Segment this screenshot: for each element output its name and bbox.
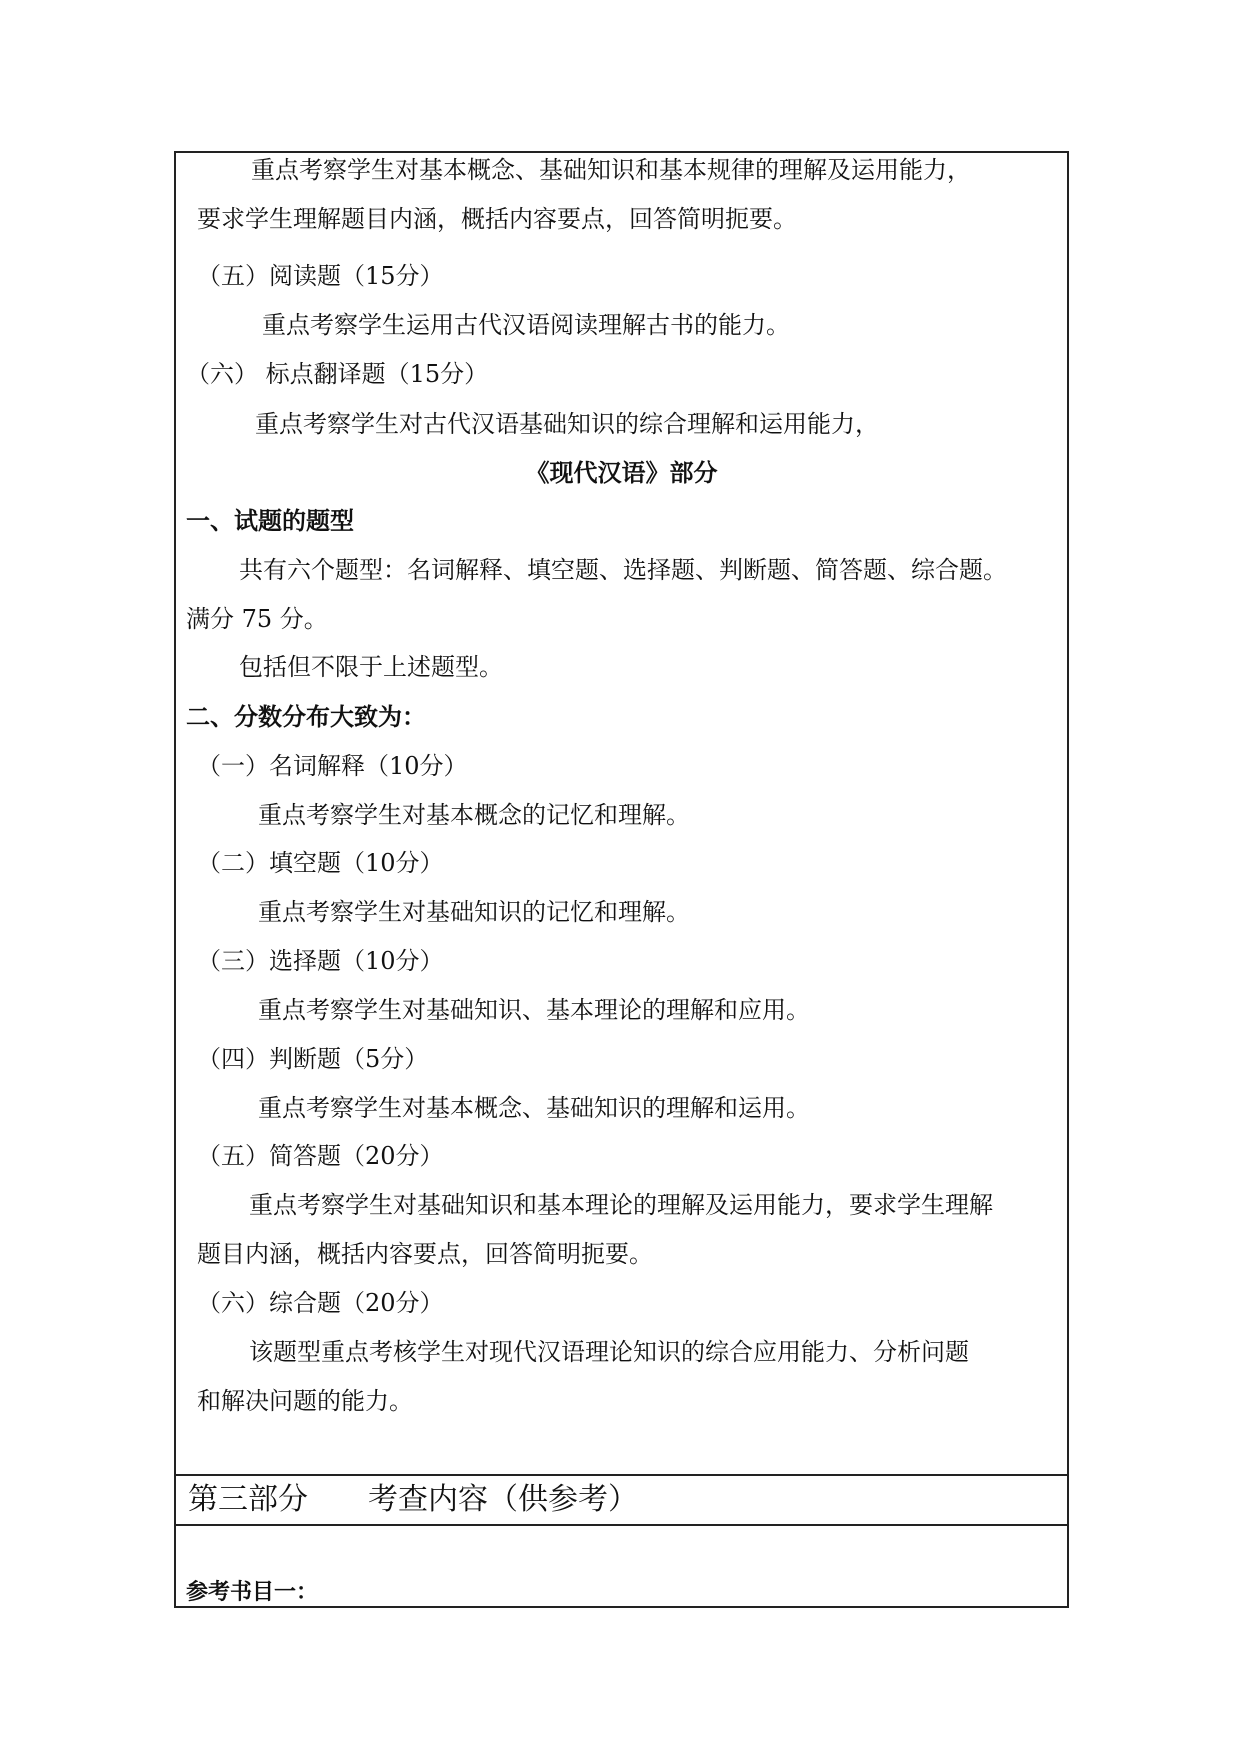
types-line1: 共有六个题型：名词解释、填空题、选择题、判断题、简答题、综合题。	[239, 556, 1007, 584]
item6-title: （六） 标点翻译题（15分）	[186, 360, 489, 388]
types-heading: 一、试题的题型	[186, 506, 354, 535]
item1-desc: 重点考察学生对基本概念的记忆和理解。	[258, 801, 690, 829]
ref-book-label: 参考书目一：	[186, 1579, 319, 1605]
modern-chinese-heading: 《现代汉语》部分	[525, 458, 718, 487]
table-divider-part3	[174, 1474, 1069, 1476]
scores-heading: 二、分数分布大致为：	[186, 702, 426, 731]
types-line3: 包括但不限于上述题型。	[239, 653, 503, 681]
item2-title: （二）填空题（10分）	[197, 849, 444, 877]
part3-title: 第三部分 考查内容（供参考）	[188, 1482, 638, 1517]
table-divider-ref	[174, 1524, 1069, 1526]
item6-desc: 重点考察学生对古代汉语基础知识的综合理解和运用能力，	[255, 410, 879, 438]
item6-modern-desc-line1: 该题型重点考核学生对现代汉语理论知识的综合应用能力、分析问题	[249, 1338, 969, 1366]
item5-modern-desc-line1: 重点考察学生对基础知识和基本理论的理解及运用能力，要求学生理解	[249, 1191, 993, 1219]
item3-title: （三）选择题（10分）	[197, 947, 444, 975]
item4-title: （四）判断题（5分）	[197, 1045, 429, 1073]
item6-modern-title: （六）综合题（20分）	[197, 1289, 444, 1317]
types-line2: 满分 75 分。	[186, 605, 328, 633]
item5-modern-title: （五）简答题（20分）	[197, 1142, 444, 1170]
item5-modern-desc-line2: 题目内涵，概括内容要点，回答简明扼要。	[197, 1240, 653, 1268]
item3-desc: 重点考察学生对基础知识、基本理论的理解和应用。	[258, 996, 810, 1024]
item5-desc: 重点考察学生运用古代汉语阅读理解古书的能力。	[262, 311, 790, 339]
item2-desc: 重点考察学生对基础知识的记忆和理解。	[258, 898, 690, 926]
item6-modern-desc-line2: 和解决问题的能力。	[197, 1387, 413, 1415]
item4-desc-line2: 要求学生理解题目内涵，概括内容要点，回答简明扼要。	[197, 205, 797, 233]
item4-desc: 重点考察学生对基本概念、基础知识的理解和运用。	[258, 1094, 810, 1122]
item5-title: （五）阅读题（15分）	[197, 262, 444, 290]
item1-title: （一）名词解释（10分）	[197, 752, 468, 780]
item4-desc-line1: 重点考察学生对基本概念、基础知识和基本规律的理解及运用能力，	[251, 156, 971, 184]
